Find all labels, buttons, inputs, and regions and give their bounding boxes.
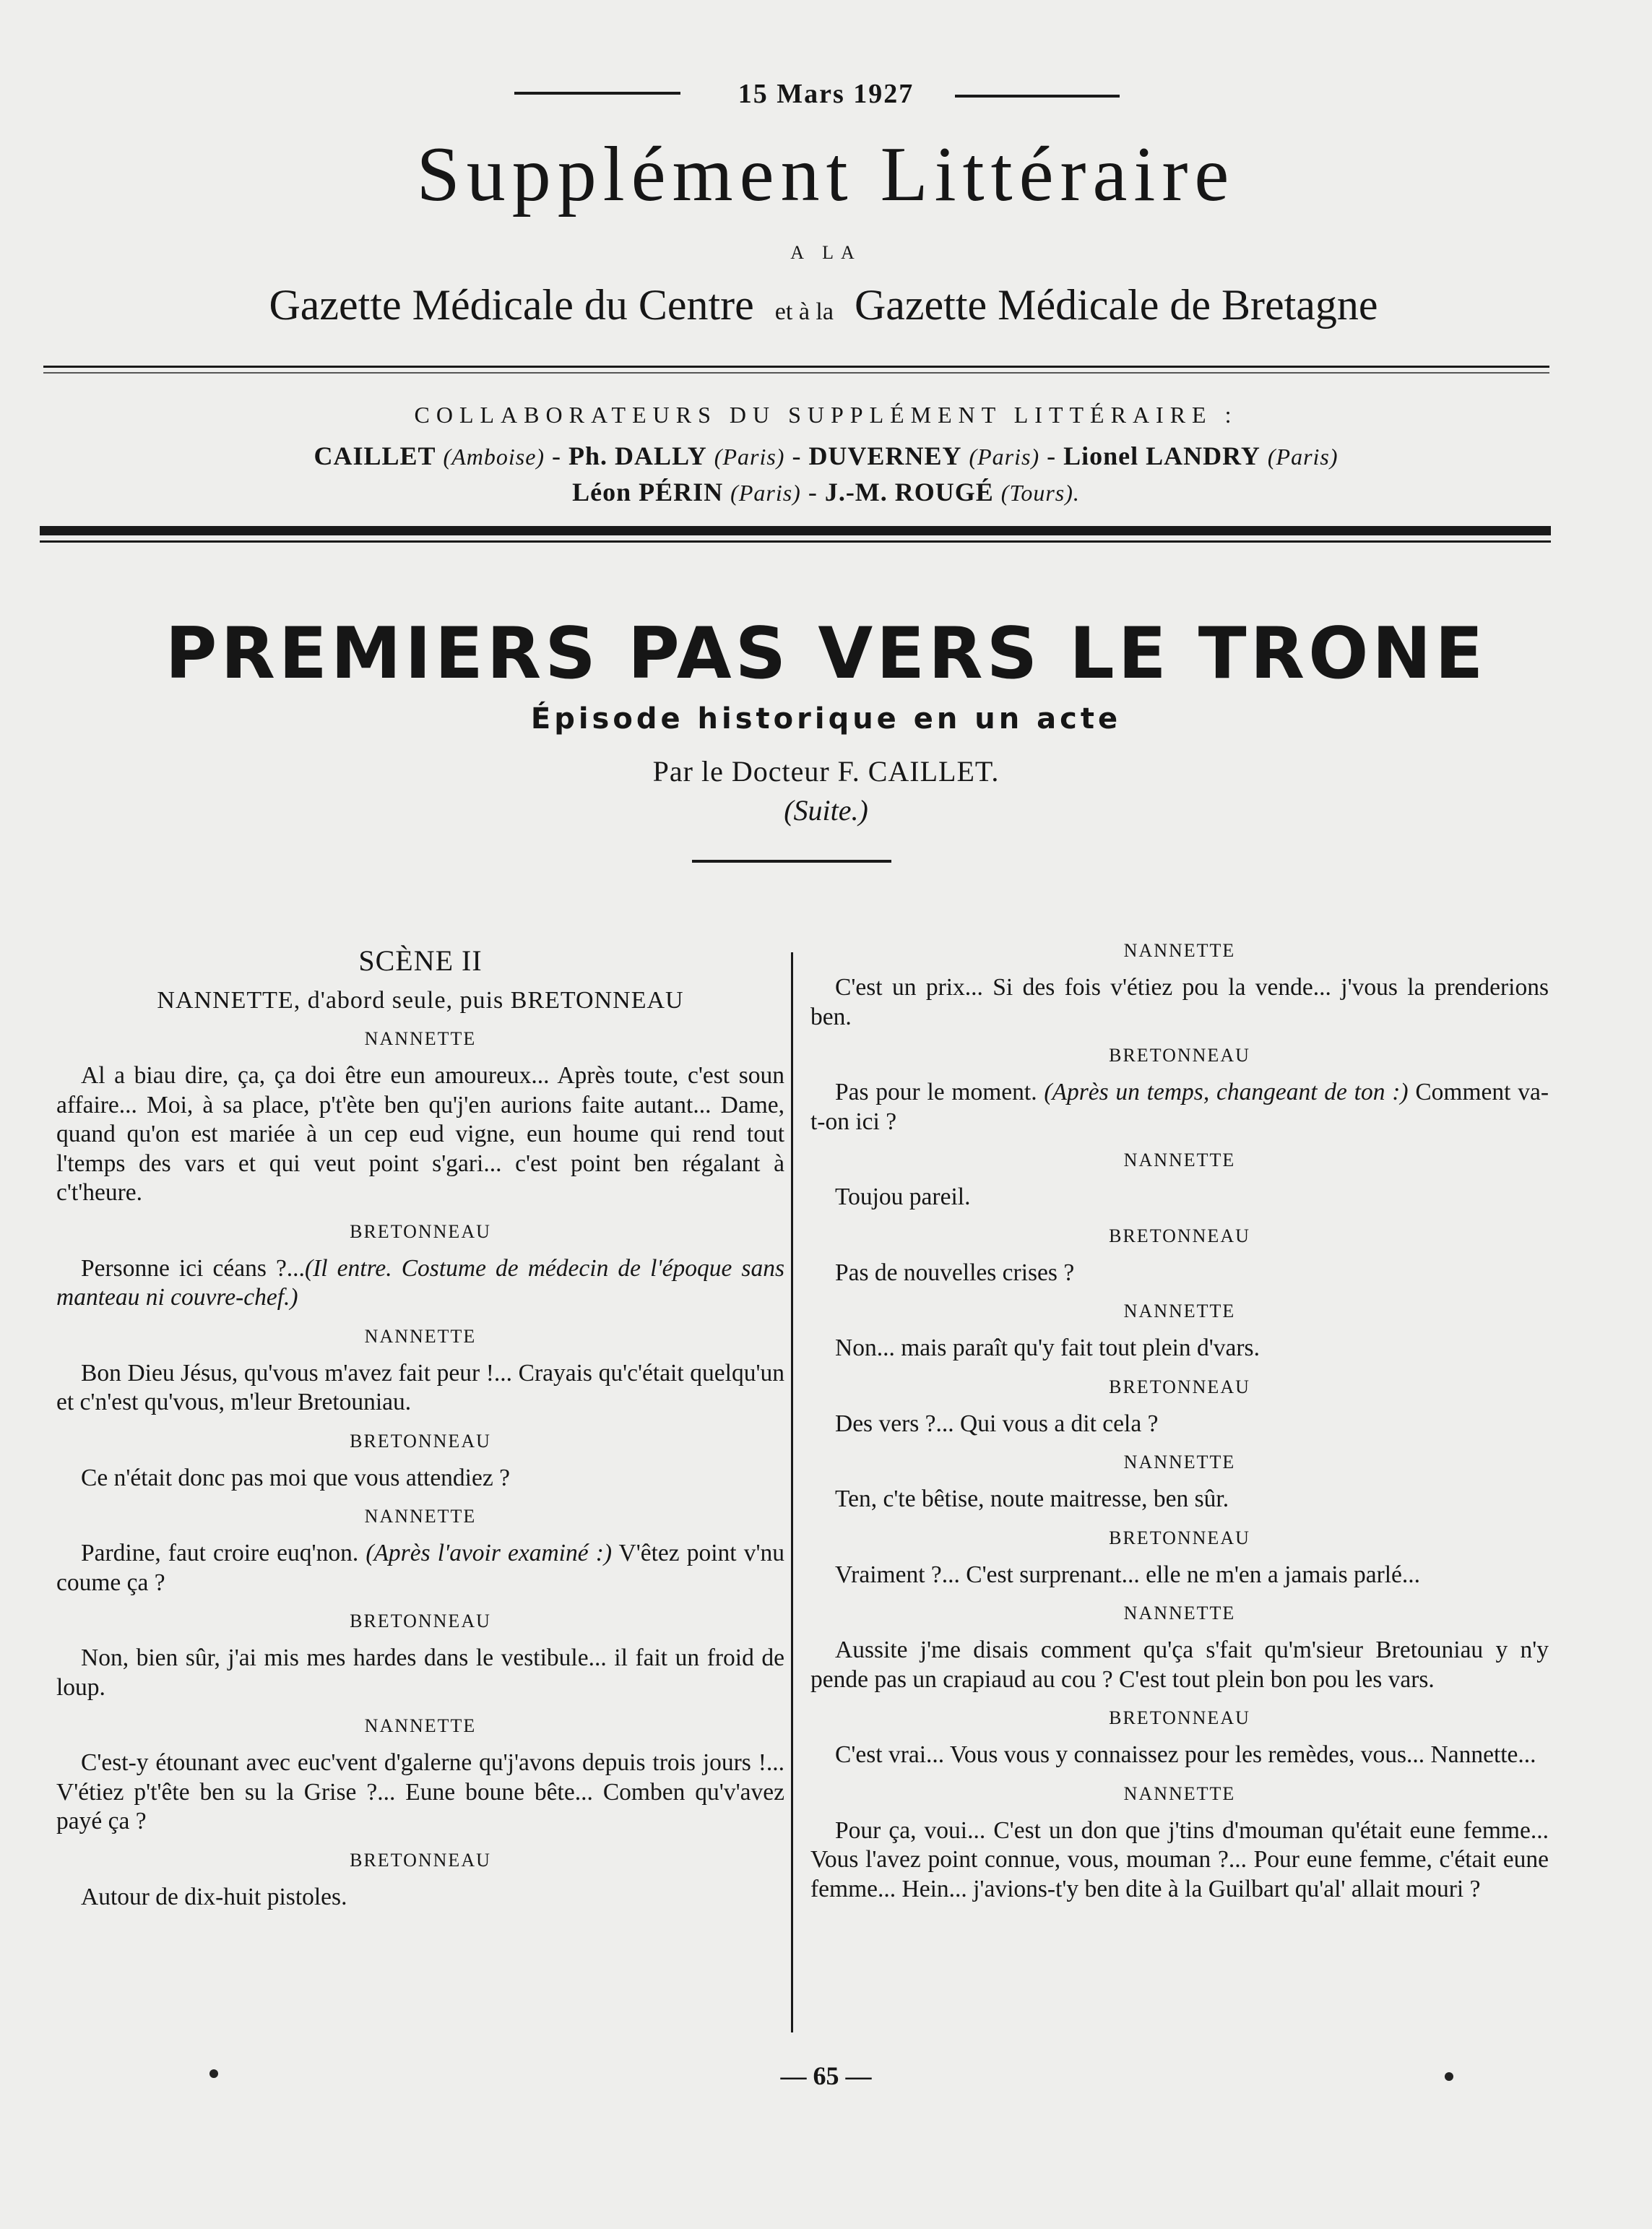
dialogue-text: Toujou pareil. xyxy=(835,1184,971,1210)
collaborator-name: DUVERNEY xyxy=(808,441,962,470)
dialogue-line xyxy=(810,1334,1549,1363)
dialogue-line xyxy=(56,1254,784,1313)
dialogue-line xyxy=(810,1816,1549,1905)
issue-date: 15 Mars 1927 xyxy=(738,79,914,109)
dialogue-line xyxy=(56,1749,784,1837)
speaker-label: NANNETTE xyxy=(1123,1301,1236,1322)
dialogue-line xyxy=(56,1644,784,1702)
collaborator-name: J.-M. ROUGÉ xyxy=(824,478,994,506)
collaborator-place: (Tours). xyxy=(1000,480,1080,506)
dialogue-line xyxy=(56,1061,784,1208)
right-column xyxy=(810,939,1549,1904)
dialogue-line xyxy=(56,1464,784,1493)
speaker-label: BRETONNEAU xyxy=(1109,1045,1250,1066)
dialogue-line xyxy=(810,1741,1549,1770)
dialogue-text: Comment va-t-on ici ? xyxy=(810,1079,1549,1135)
play-title: PREMIERS PAS VERS LE TRONE xyxy=(165,613,1487,695)
dialogue-text: Non... mais paraît qu'y fait tout plein d'vars. xyxy=(835,1335,1260,1361)
column-divider xyxy=(791,952,793,2032)
collaborator-name: Léon PÉRIN xyxy=(572,478,724,506)
collaborator-place: (Paris) xyxy=(969,444,1040,470)
left-column xyxy=(56,939,784,1912)
speaker-label: NANNETTE xyxy=(364,1028,477,1049)
separator: - xyxy=(1047,441,1057,470)
dialogue-text: Ten, c'te bêtise, noute maitresse, ben sûr. xyxy=(835,1486,1229,1512)
dialogue-text: V'êtez point v'nu coume ça ? xyxy=(56,1540,784,1596)
header-rule-thin-3 xyxy=(40,540,1551,543)
dialogue-text: Ce n'était donc pas moi que vous attendiez ? xyxy=(81,1464,510,1491)
speaker-label: BRETONNEAU xyxy=(1109,1707,1250,1728)
collaborator-place: (Paris) xyxy=(1267,444,1339,470)
speaker-label: NANNETTE xyxy=(1123,1150,1236,1170)
speaker-label: BRETONNEAU xyxy=(350,1220,491,1242)
dialogue-text: Pas pour le moment. xyxy=(835,1079,1037,1105)
separator: - xyxy=(808,478,818,506)
dialogue-text: Personne ici céans ?... xyxy=(81,1254,305,1282)
dialogue-line xyxy=(810,973,1549,1032)
dialogue-line xyxy=(810,1183,1549,1212)
speaker-label: BRETONNEAU xyxy=(350,1849,491,1871)
gazette-titles xyxy=(58,280,1589,330)
dialogue-text: Pardine, faut croire euq'non. xyxy=(81,1540,359,1566)
dialogue-text: C'est vrai... Vous vous y connaissez pour les remèdes, vous... Nannette... xyxy=(835,1741,1536,1768)
collaborator-name: Lionel LANDRY xyxy=(1063,441,1260,470)
dialogue-text: Bon Dieu Jésus, qu'vous m'avez fait peur !... Crayais qu'c'était quelqu'un et c'n'est qu'vous, m'leur Bretouniau. xyxy=(56,1359,784,1415)
stage-direction: (Il entre. Costume de médecin de l'époque sans manteau ni couvre-chef.) xyxy=(56,1254,784,1311)
collaborators-line-1 xyxy=(0,441,1652,471)
dialogue-text: Aussite j'me disais comment qu'ça s'fait qu'm'sieur Bretouniau y n'y pende pas un crapiaud au cou ? C'est tout plein bon pou les vars. xyxy=(810,1637,1549,1693)
stage-direction: (Après l'avoir examiné :) xyxy=(366,1540,613,1566)
speaker-label: BRETONNEAU xyxy=(1109,1225,1250,1246)
dialogue-text: Non, bien sûr, j'ai mis mes hardes dans le vestibule... il fait un froid de loup. xyxy=(56,1644,784,1701)
speaker-label: BRETONNEAU xyxy=(1109,1527,1250,1548)
speaker-label: NANNETTE xyxy=(1123,1603,1236,1624)
speaker-label: NANNETTE xyxy=(364,1325,477,1347)
scene-characters: NANNETTE, d'abord seule, puis BRETONNEAU xyxy=(157,986,684,1014)
dialogue-line xyxy=(810,1485,1549,1514)
play-subtitle: Épisode historique en un acte xyxy=(530,702,1122,736)
collaborators-line-2 xyxy=(0,477,1652,507)
gazette-centre: Gazette Médicale du Centre xyxy=(269,281,754,329)
supplement-title: Supplément Littéraire xyxy=(416,132,1236,217)
dialogue-text: C'est un prix... Si des fois v'étiez pou la vende... j'vous la prenderions ben. xyxy=(810,974,1549,1030)
header-rule-thin-2 xyxy=(43,372,1549,374)
speaker-label: NANNETTE xyxy=(1123,1782,1236,1804)
header-rule-thick xyxy=(40,526,1551,535)
title-connector: A LA xyxy=(790,242,862,263)
stage-direction: (Après un temps, changeant de ton :) xyxy=(1044,1079,1409,1105)
speaker-label: NANNETTE xyxy=(1123,940,1236,961)
dialogue-text: Pas de nouvelles crises ? xyxy=(835,1259,1075,1286)
separator: - xyxy=(792,441,802,470)
dialogue-text: Des vers ?... Qui vous a dit cela ? xyxy=(835,1410,1159,1437)
dialogue-line xyxy=(56,1883,784,1913)
author-line: Par le Docteur F. CAILLET. xyxy=(652,755,1000,788)
collaborator-place: (Paris) xyxy=(730,480,801,506)
speaker-label: BRETONNEAU xyxy=(1109,1376,1250,1397)
page-number: — 65 — xyxy=(780,2061,872,2090)
dialogue-text: C'est-y étounant avec euc'vent d'galerne qu'j'avons depuis trois jours !... V'étiez p't'ête ben su la Grise ?... Eune boune bête... Comben qu'v'avez payé ça ? xyxy=(56,1749,784,1834)
dialogue-text: Vraiment ?... C'est surprenant... elle ne m'en a jamais parlé... xyxy=(835,1561,1421,1588)
gazette-conjunction: et à la xyxy=(774,298,834,325)
scene-heading: SCÈNE II xyxy=(358,944,483,977)
dialogue-text: Pour ça, voui... C'est un don que j'tins d'mouman qu'était eune femme... Vous l'avez point connue, vous, mouman ?... Pour eune femme, c'était eune femme... Hein... j'avions-t'y ben dite à la Guilbart qu'al' allait mouri ? xyxy=(810,1816,1549,1902)
collaborator-place: (Paris) xyxy=(714,444,785,470)
dialogue-line xyxy=(810,1561,1549,1590)
collaborator-name: CAILLET xyxy=(313,441,436,470)
header-rule-thin xyxy=(43,366,1549,368)
footer-dot-right xyxy=(1445,2072,1453,2081)
speaker-label: NANNETTE xyxy=(364,1715,477,1736)
collaborators-label: COLLABORATEURS DU SUPPLÉMENT LITTÉRAIRE : xyxy=(414,402,1238,428)
separator: - xyxy=(552,441,562,470)
dialogue-line xyxy=(810,1259,1549,1288)
gazette-bretagne: Gazette Médicale de Bretagne xyxy=(854,281,1378,329)
dialogue-text: Autour de dix-huit pistoles. xyxy=(81,1883,347,1910)
speaker-label: BRETONNEAU xyxy=(350,1430,491,1452)
collaborator-name: Ph. DALLY xyxy=(568,441,707,470)
speaker-label: BRETONNEAU xyxy=(350,1611,491,1631)
continued-note: (Suite.) xyxy=(784,794,868,827)
dialogue-line xyxy=(56,1539,784,1598)
speaker-label: NANNETTE xyxy=(1123,1452,1236,1473)
speaker-label: NANNETTE xyxy=(364,1506,477,1527)
dialogue-line xyxy=(810,1078,1549,1137)
dialogue-line xyxy=(56,1359,784,1418)
heading-rule xyxy=(692,860,891,863)
dialogue-line xyxy=(810,1410,1549,1439)
dialogue-line xyxy=(810,1636,1549,1694)
collaborator-place: (Amboise) xyxy=(443,444,545,470)
dialogue-text: Al a biau dire, ça, ça doi être eun amoureux... Après toute, c'est soun affaire... Moi, à sa place, p't'ète ben qu'j'en aurions faite autant... Dame, quand qu'on est mariée à un cep eud vigne, eun houme qui rend tout l'temps des vars et qui veut point s'gari... c'est point ben régalant à c't'heure. xyxy=(56,1062,784,1206)
